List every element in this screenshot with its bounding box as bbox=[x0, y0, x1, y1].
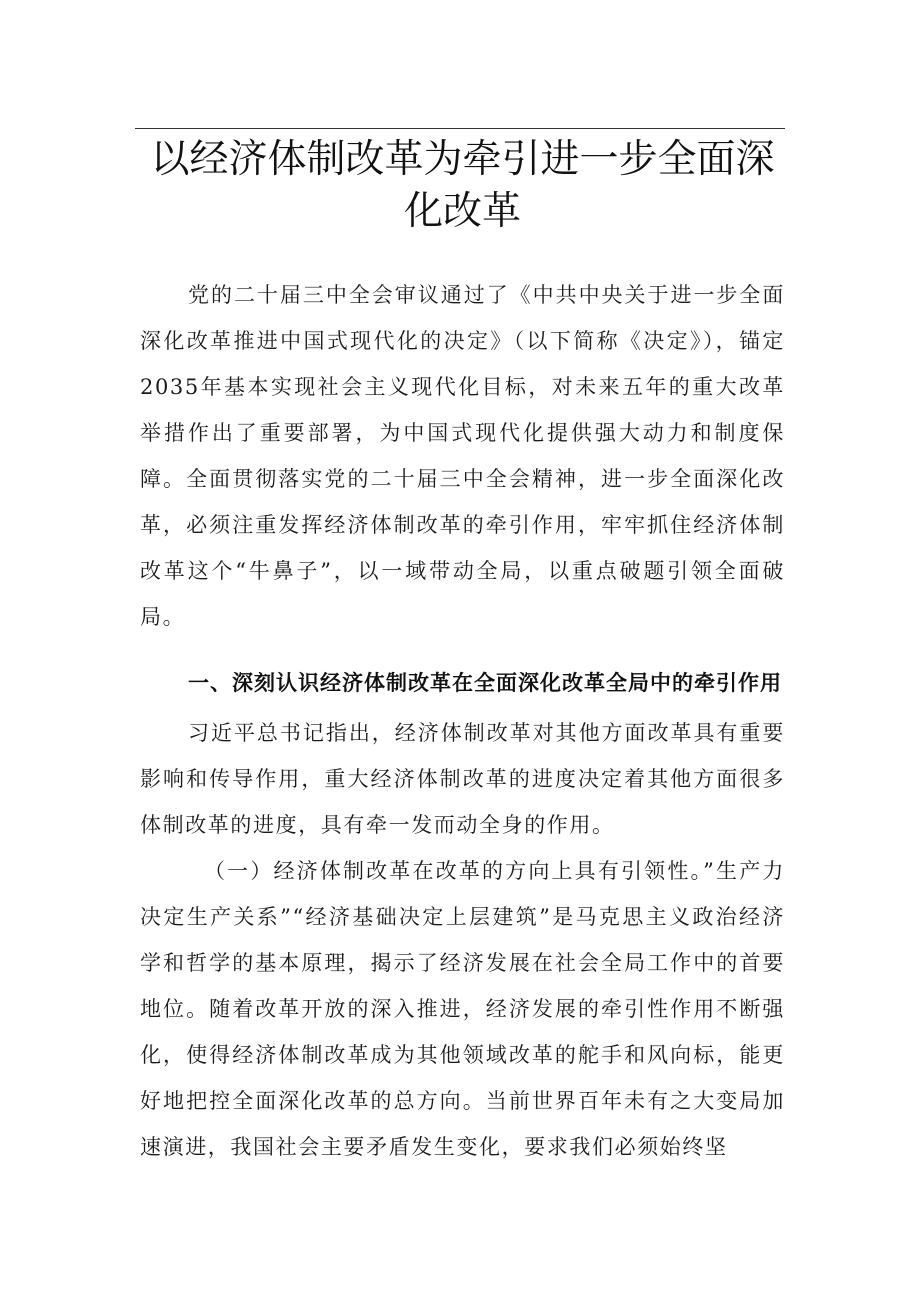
section-paragraph-1: 习近平总书记指出，经济体制改革对其他方面改革具有重要影响和传导作用，重大经济体制改革的进度决定着其他方面很多体制改革的进度，具有牵一发而动全身的作用。 bbox=[140, 721, 785, 837]
document-body bbox=[140, 272, 785, 1170]
section-heading: 一、深刻认识经济体制改革在全面深化改革全局中的牵引作用 bbox=[188, 671, 782, 695]
header-rule bbox=[135, 128, 785, 129]
intro-paragraph: 党的二十届三中全会审议通过了《中共中央关于进一步全面深化改革推进中国式现代化的决定》（以下简称《决定》），锚定2035年基本实现社会主义现代化目标，对未来五年的重大改革举措作出了重要部署，为中国式现代化提供强大动力和制度保障。全面贯彻落实党的二十届三中全会精神，进一步全面深化改革，必须注重发挥经济体制改革的牵引作用，牢牢抓住经济体制改革这个“牛鼻子”，以一域带动全局，以重点破题引领全面破局。 bbox=[140, 283, 785, 629]
document-title: 以经济体制改革为牵引进一步全面深化改革 bbox=[150, 137, 775, 234]
section-paragraph-2: （一）经济体制改革在改革的方向上具有引领性。”生产力决定生产关系”“经济基础决定上层建筑”是马克思主义政治经济学和哲学的基本原理，揭示了经济发展在社会全局工作中的首要地位。随着改革开放的深入推进，经济发展的牵引性作用不断强化，使得经济体制改革成为其他领域改革的舵手和风向标，能更好地把控全面深化改革的总方向。当前世界百年未有之大变局加速演进，我国社会主要矛盾发生变化，要求我们必须始终坚 bbox=[140, 859, 785, 1159]
